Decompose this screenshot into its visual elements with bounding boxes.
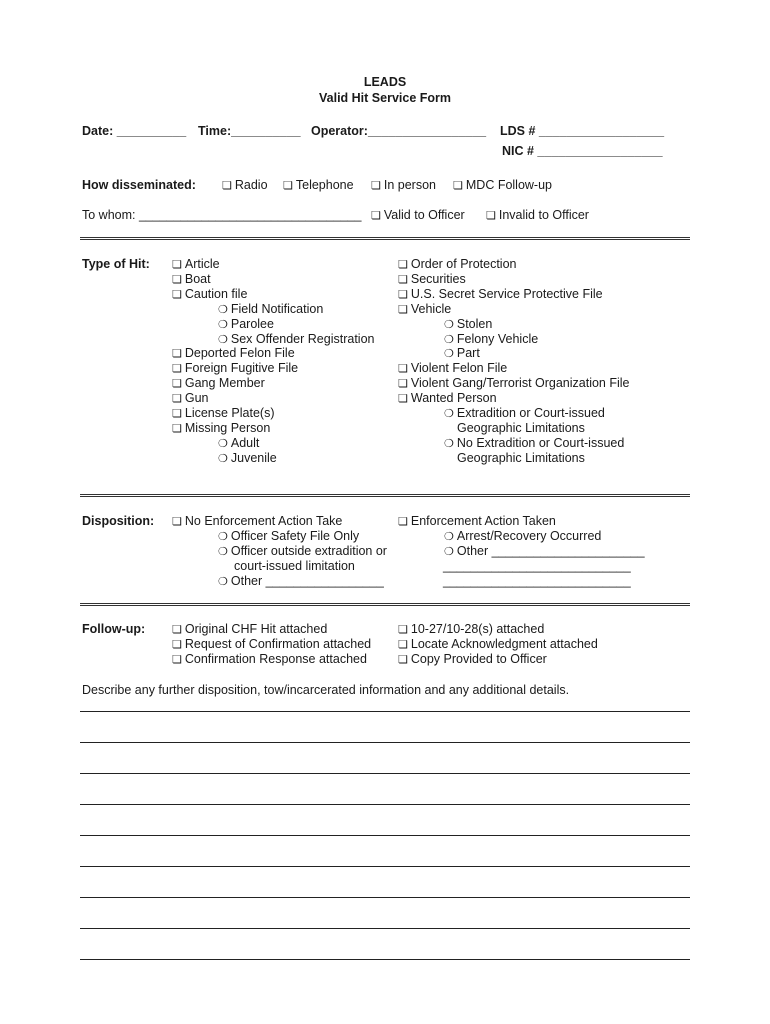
- mdc-follow-up-checkbox[interactable]: ❏ MDC Follow-up: [453, 178, 552, 194]
- option-box[interactable]: ❏ Enforcement Action Taken: [398, 514, 556, 530]
- option-box[interactable]: ❏ Deported Felon File: [172, 346, 295, 362]
- details-line[interactable]: [80, 742, 690, 743]
- option-continuation: ___________________________: [443, 574, 631, 588]
- option-box[interactable]: ❏ Caution file: [172, 287, 247, 303]
- option-circ[interactable]: ❍ Adult: [218, 436, 259, 452]
- telephone-checkbox[interactable]: ❏ Telephone: [283, 178, 354, 194]
- option-continuation: Geographic Limitations: [457, 420, 585, 435]
- option-box[interactable]: ❏ Gun: [172, 391, 209, 407]
- radio-checkbox[interactable]: ❏ Radio: [222, 178, 268, 194]
- option-box[interactable]: ❏ U.S. Secret Service Protective File: [398, 287, 603, 303]
- lds-field[interactable]: LDS # __________________: [500, 124, 665, 138]
- valid-to-officer-checkbox[interactable]: ❏ Valid to Officer: [371, 208, 465, 224]
- copy-provided-checkbox[interactable]: ❏ Copy Provided to Officer: [398, 652, 547, 668]
- nic-field[interactable]: NIC # __________________: [502, 144, 663, 158]
- request-of-confirmation-checkbox[interactable]: ❏ Request of Confirmation attached: [172, 637, 371, 653]
- details-line[interactable]: [80, 897, 690, 898]
- option-continuation: court-issued limitation: [234, 559, 355, 573]
- option-continuation: ___________________________: [443, 559, 631, 573]
- details-prompt: Describe any further disposition, tow/incarcerated information and any additional details.: [82, 683, 570, 697]
- option-circ[interactable]: ❍ Other _________________: [218, 574, 384, 590]
- option-box[interactable]: ❏ Wanted Person: [398, 391, 497, 407]
- option-box[interactable]: ❏ License Plate(s): [172, 406, 275, 422]
- section-divider: [80, 494, 690, 497]
- type-of-hit-label: Type of Hit:: [82, 257, 150, 271]
- option-box[interactable]: ❏ Violent Gang/Terrorist Organization File: [398, 376, 630, 392]
- option-box[interactable]: ❏ Violent Felon File: [398, 361, 507, 377]
- option-circ[interactable]: ❍ Part: [444, 346, 480, 362]
- how-disseminated-label: How disseminated:: [82, 178, 196, 192]
- follow-up-label: Follow-up:: [82, 622, 146, 636]
- option-circ[interactable]: ❍ No Extradition or Court-issued: [444, 436, 624, 452]
- option-circ[interactable]: ❍ Officer Safety File Only: [218, 529, 359, 545]
- option-circ[interactable]: ❍ Juvenile: [218, 451, 277, 467]
- disposition-label: Disposition:: [82, 514, 155, 528]
- option-circ[interactable]: ❍ Extradition or Court-issued: [444, 406, 605, 422]
- details-line[interactable]: [80, 959, 690, 960]
- option-box[interactable]: ❏ Securities: [398, 272, 466, 288]
- option-box[interactable]: ❏ Order of Protection: [398, 257, 516, 273]
- option-box[interactable]: ❏ Foreign Fugitive File: [172, 361, 298, 377]
- option-circ[interactable]: ❍ Stolen: [444, 317, 492, 333]
- option-circ[interactable]: ❍ Felony Vehicle: [444, 332, 538, 348]
- option-box[interactable]: ❏ No Enforcement Action Take: [172, 514, 342, 530]
- form-subtitle: Valid Hit Service Form: [319, 91, 451, 105]
- option-circ[interactable]: ❍ Other ______________________: [444, 544, 645, 560]
- time-field[interactable]: Time:__________: [198, 124, 301, 138]
- option-continuation: Geographic Limitations: [457, 450, 585, 465]
- details-line[interactable]: [80, 866, 690, 867]
- option-circ[interactable]: ❍ Field Notification: [218, 302, 323, 318]
- operator-field[interactable]: Operator:_________________: [311, 124, 487, 138]
- form-title: LEADS: [363, 75, 407, 89]
- section-divider: [80, 603, 690, 606]
- details-line[interactable]: [80, 835, 690, 836]
- option-box[interactable]: ❏ Vehicle: [398, 302, 451, 318]
- option-box[interactable]: ❏ Article: [172, 257, 220, 273]
- locate-acknowledgment-checkbox[interactable]: ❏ Locate Acknowledgment attached: [398, 637, 598, 653]
- option-circ[interactable]: ❍ Arrest/Recovery Occurred: [444, 529, 601, 545]
- confirmation-response-checkbox[interactable]: ❏ Confirmation Response attached: [172, 652, 367, 668]
- original-chf-hit-checkbox[interactable]: ❏ Original CHF Hit attached: [172, 622, 327, 638]
- to-whom-field[interactable]: To whom: ________________________________: [82, 208, 362, 222]
- option-box[interactable]: ❏ Missing Person: [172, 421, 270, 437]
- option-circ[interactable]: ❍ Officer outside extradition or: [218, 544, 387, 560]
- date-field[interactable]: Date: __________: [82, 124, 187, 138]
- option-box[interactable]: ❏ Gang Member: [172, 376, 265, 392]
- ten-27-28-checkbox[interactable]: ❏ 10-27/10-28(s) attached: [398, 622, 544, 638]
- option-circ[interactable]: ❍ Parolee: [218, 317, 274, 333]
- option-circ[interactable]: ❍ Sex Offender Registration: [218, 332, 374, 348]
- in-person-checkbox[interactable]: ❏ In person: [371, 178, 436, 194]
- details-line[interactable]: [80, 773, 690, 774]
- option-box[interactable]: ❏ Boat: [172, 272, 211, 288]
- details-line[interactable]: [80, 711, 690, 712]
- invalid-to-officer-checkbox[interactable]: ❏ Invalid to Officer: [486, 208, 589, 224]
- details-line[interactable]: [80, 804, 690, 805]
- section-divider: [80, 237, 690, 240]
- details-line[interactable]: [80, 928, 690, 929]
